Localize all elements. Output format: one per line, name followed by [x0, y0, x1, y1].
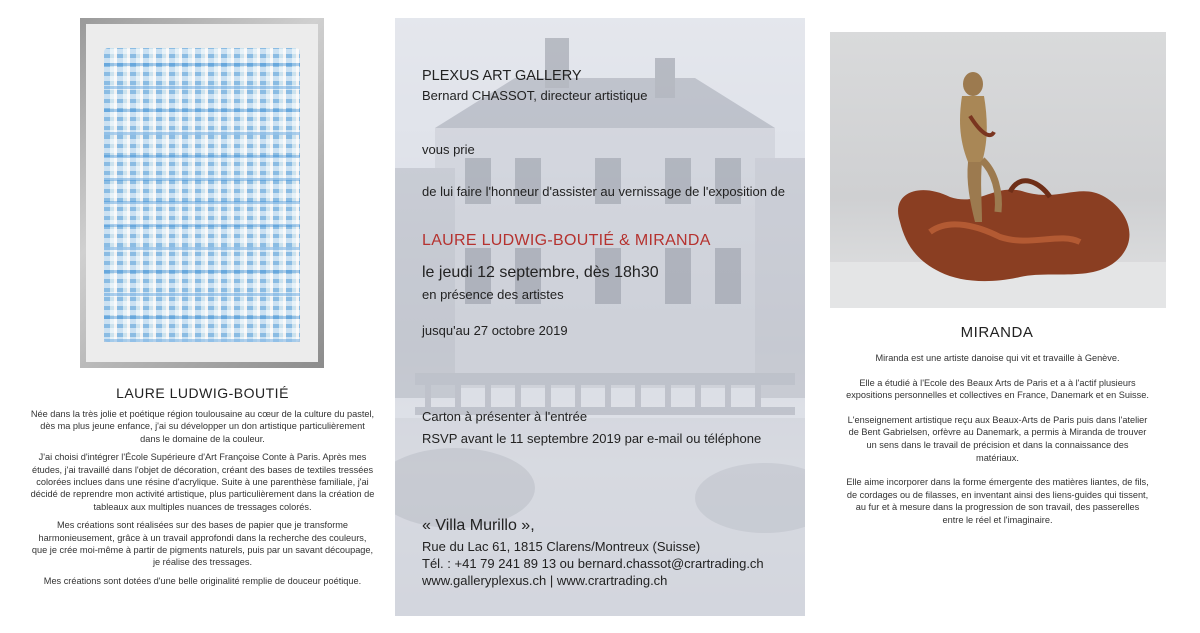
left-bio-paragraph: Mes créations sont dotées d'une belle originalité remplie de douceur poétique. — [43, 575, 362, 586]
right-artist-title: MIRANDA — [960, 324, 1034, 341]
rsvp-line: RSVP avant le 11 septembre 2019 par e-mail ou téléphone — [422, 431, 762, 446]
right-bio-paragraph: L'enseignement artistique reçu aux Beaux-Arts de Paris puis dans l'atelier de Bent Gabrielsen, orfèvre au Danemark, a permis à Miranda de trouver un sens dans le travail de précision et dans la connaissance des matériaux. — [847, 414, 1148, 463]
director-line: Bernard CHASSOT, directeur artistique — [422, 88, 648, 103]
right-bio-paragraph: Elle a étudié à l'Ecole des Beaux Arts de Paris et a à l'actif plusieurs expositions personnelles et collectives en France, Danemark et en Suisse. — [846, 377, 1149, 401]
gallery-name: PLEXUS ART GALLERY — [422, 68, 582, 84]
presence-line: en présence des artistes — [422, 287, 564, 302]
artwork-woven-painting — [80, 18, 324, 368]
left-bio-paragraph: Née dans la très jolie et poétique région toulousaine au cœur de la culture du pastel, dès ma plus jeune enfance, j'ai su développer un don artistique particulièrement dans le domaine de la couleur. — [30, 409, 375, 444]
venue-name: « Villa Murillo », — [422, 517, 535, 534]
opening-date: le jeudi 12 septembre, dès 18h30 — [422, 264, 659, 281]
invite-line: vous prie — [422, 142, 475, 157]
exhibition-artists: LAURE LUDWIG-BOUTIÉ & MIRANDA — [422, 232, 711, 249]
sculpture-illustration — [830, 32, 1166, 308]
website-links: www.galleryplexus.ch | www.crartrading.ch — [422, 573, 668, 588]
sculpture-photo — [830, 32, 1166, 308]
invite-sentence: de lui faire l'honneur d'assister au vernissage de l'exposition de — [422, 184, 785, 199]
left-artist-bio — [30, 408, 375, 593]
left-bio-paragraph: Mes créations sont réalisées sur des bases de papier que je transforme harmonieusement, grâce à un travail approfondi dans la recherche des couleurs, que je crée moi-même à partir de pigments naturels, puis par un savant découpage, je réalise des tressages. — [31, 520, 374, 568]
left-bio-paragraph: J'ai choisi d'intégrer l'École Supérieure d'Art Françoise Conte à Paris. Après mes études, j'ai travaillé dans l'objet de décoration, créant des bases de textiles tressées colorées inclues dans une résine d'acrylique. Suite à une parenthèse familiale, j'ai décidé de reprendre mon activité artistique, plus particulièrement dans la création de tableaux aux multiples nuances de tressages colorés. — [30, 452, 375, 512]
exhibition-end-date: jusqu'au 27 octobre 2019 — [422, 323, 568, 338]
venue-address: Rue du Lac 61, 1815 Clarens/Montreux (Suisse) — [422, 539, 701, 554]
woven-blue-pattern — [104, 48, 300, 342]
right-bio-paragraph: Miranda est une artiste danoise qui vit et travaille à Genève. — [875, 353, 1120, 363]
right-bio-paragraph: Elle aime incorporer dans la forme émergente des matières liantes, de fils, de cordages ou de filasses, en inventant ainsi des liens-guides qui tissent, au fur et à mesure dans la progression de son travail, des passerelles entre le réel et l'imaginaire. — [846, 477, 1149, 525]
invitation-panel — [395, 18, 805, 616]
left-artist-title: LAURE LUDWIG-BOUTIÉ — [116, 385, 289, 401]
carton-line: Carton à présenter à l'entrée — [422, 409, 588, 424]
contact-phone-email: Tél. : +41 79 241 89 13 ou bernard.chassot@crartrading.ch — [422, 556, 764, 571]
artwork-canvas — [86, 24, 318, 362]
right-artist-bio — [845, 352, 1150, 539]
